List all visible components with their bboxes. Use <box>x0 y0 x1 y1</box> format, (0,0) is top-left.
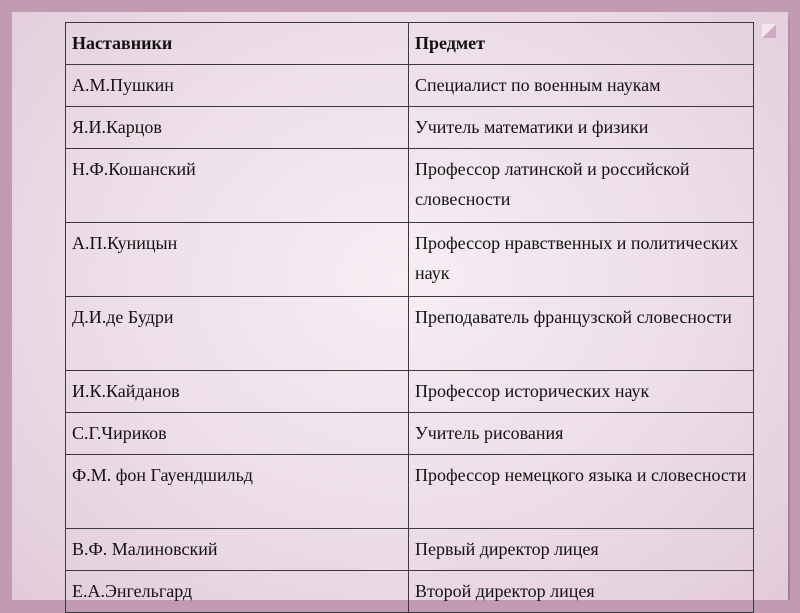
mentors-table <box>65 22 754 613</box>
table-row <box>66 223 754 297</box>
header-subject: Предмет <box>409 23 754 65</box>
slide-corner-decoration <box>762 24 776 38</box>
mentor-subject: Преподаватель французской словесности <box>409 297 754 371</box>
mentor-subject: Профессор немецкого языка и словесности <box>409 455 754 529</box>
mentor-name: Я.И.Карцов <box>66 107 409 149</box>
mentor-name: Н.Ф.Кошанский <box>66 149 409 223</box>
mentor-subject: Профессор исторических наук <box>409 371 754 413</box>
mentor-subject: Учитель рисования <box>409 413 754 455</box>
mentor-name: Е.А.Энгельгард <box>66 571 409 613</box>
table-row <box>66 65 754 107</box>
table-row <box>66 413 754 455</box>
mentor-name: В.Ф. Малиновский <box>66 529 409 571</box>
header-mentors: Наставники <box>66 23 409 65</box>
mentor-subject: Второй директор лицея <box>409 571 754 613</box>
mentor-name: С.Г.Чириков <box>66 413 409 455</box>
mentor-subject: Специалист по военным наукам <box>409 65 754 107</box>
mentor-subject: Учитель математики и физики <box>409 107 754 149</box>
mentor-name: А.М.Пушкин <box>66 65 409 107</box>
table-row <box>66 529 754 571</box>
mentor-name: Ф.М. фон Гауендшильд <box>66 455 409 529</box>
table-header-row <box>66 23 754 65</box>
table-row <box>66 571 754 613</box>
mentor-subject: Первый директор лицея <box>409 529 754 571</box>
mentor-name: А.П.Куницын <box>66 223 409 297</box>
table-row <box>66 455 754 529</box>
mentor-name: И.К.Кайданов <box>66 371 409 413</box>
table-row <box>66 371 754 413</box>
mentor-name: Д.И.де Будри <box>66 297 409 371</box>
mentor-subject: Профессор латинской и российской словесности <box>409 149 754 223</box>
table-row <box>66 107 754 149</box>
mentor-subject: Профессор нравственных и политических наук <box>409 223 754 297</box>
table-row <box>66 149 754 223</box>
table-row <box>66 297 754 371</box>
